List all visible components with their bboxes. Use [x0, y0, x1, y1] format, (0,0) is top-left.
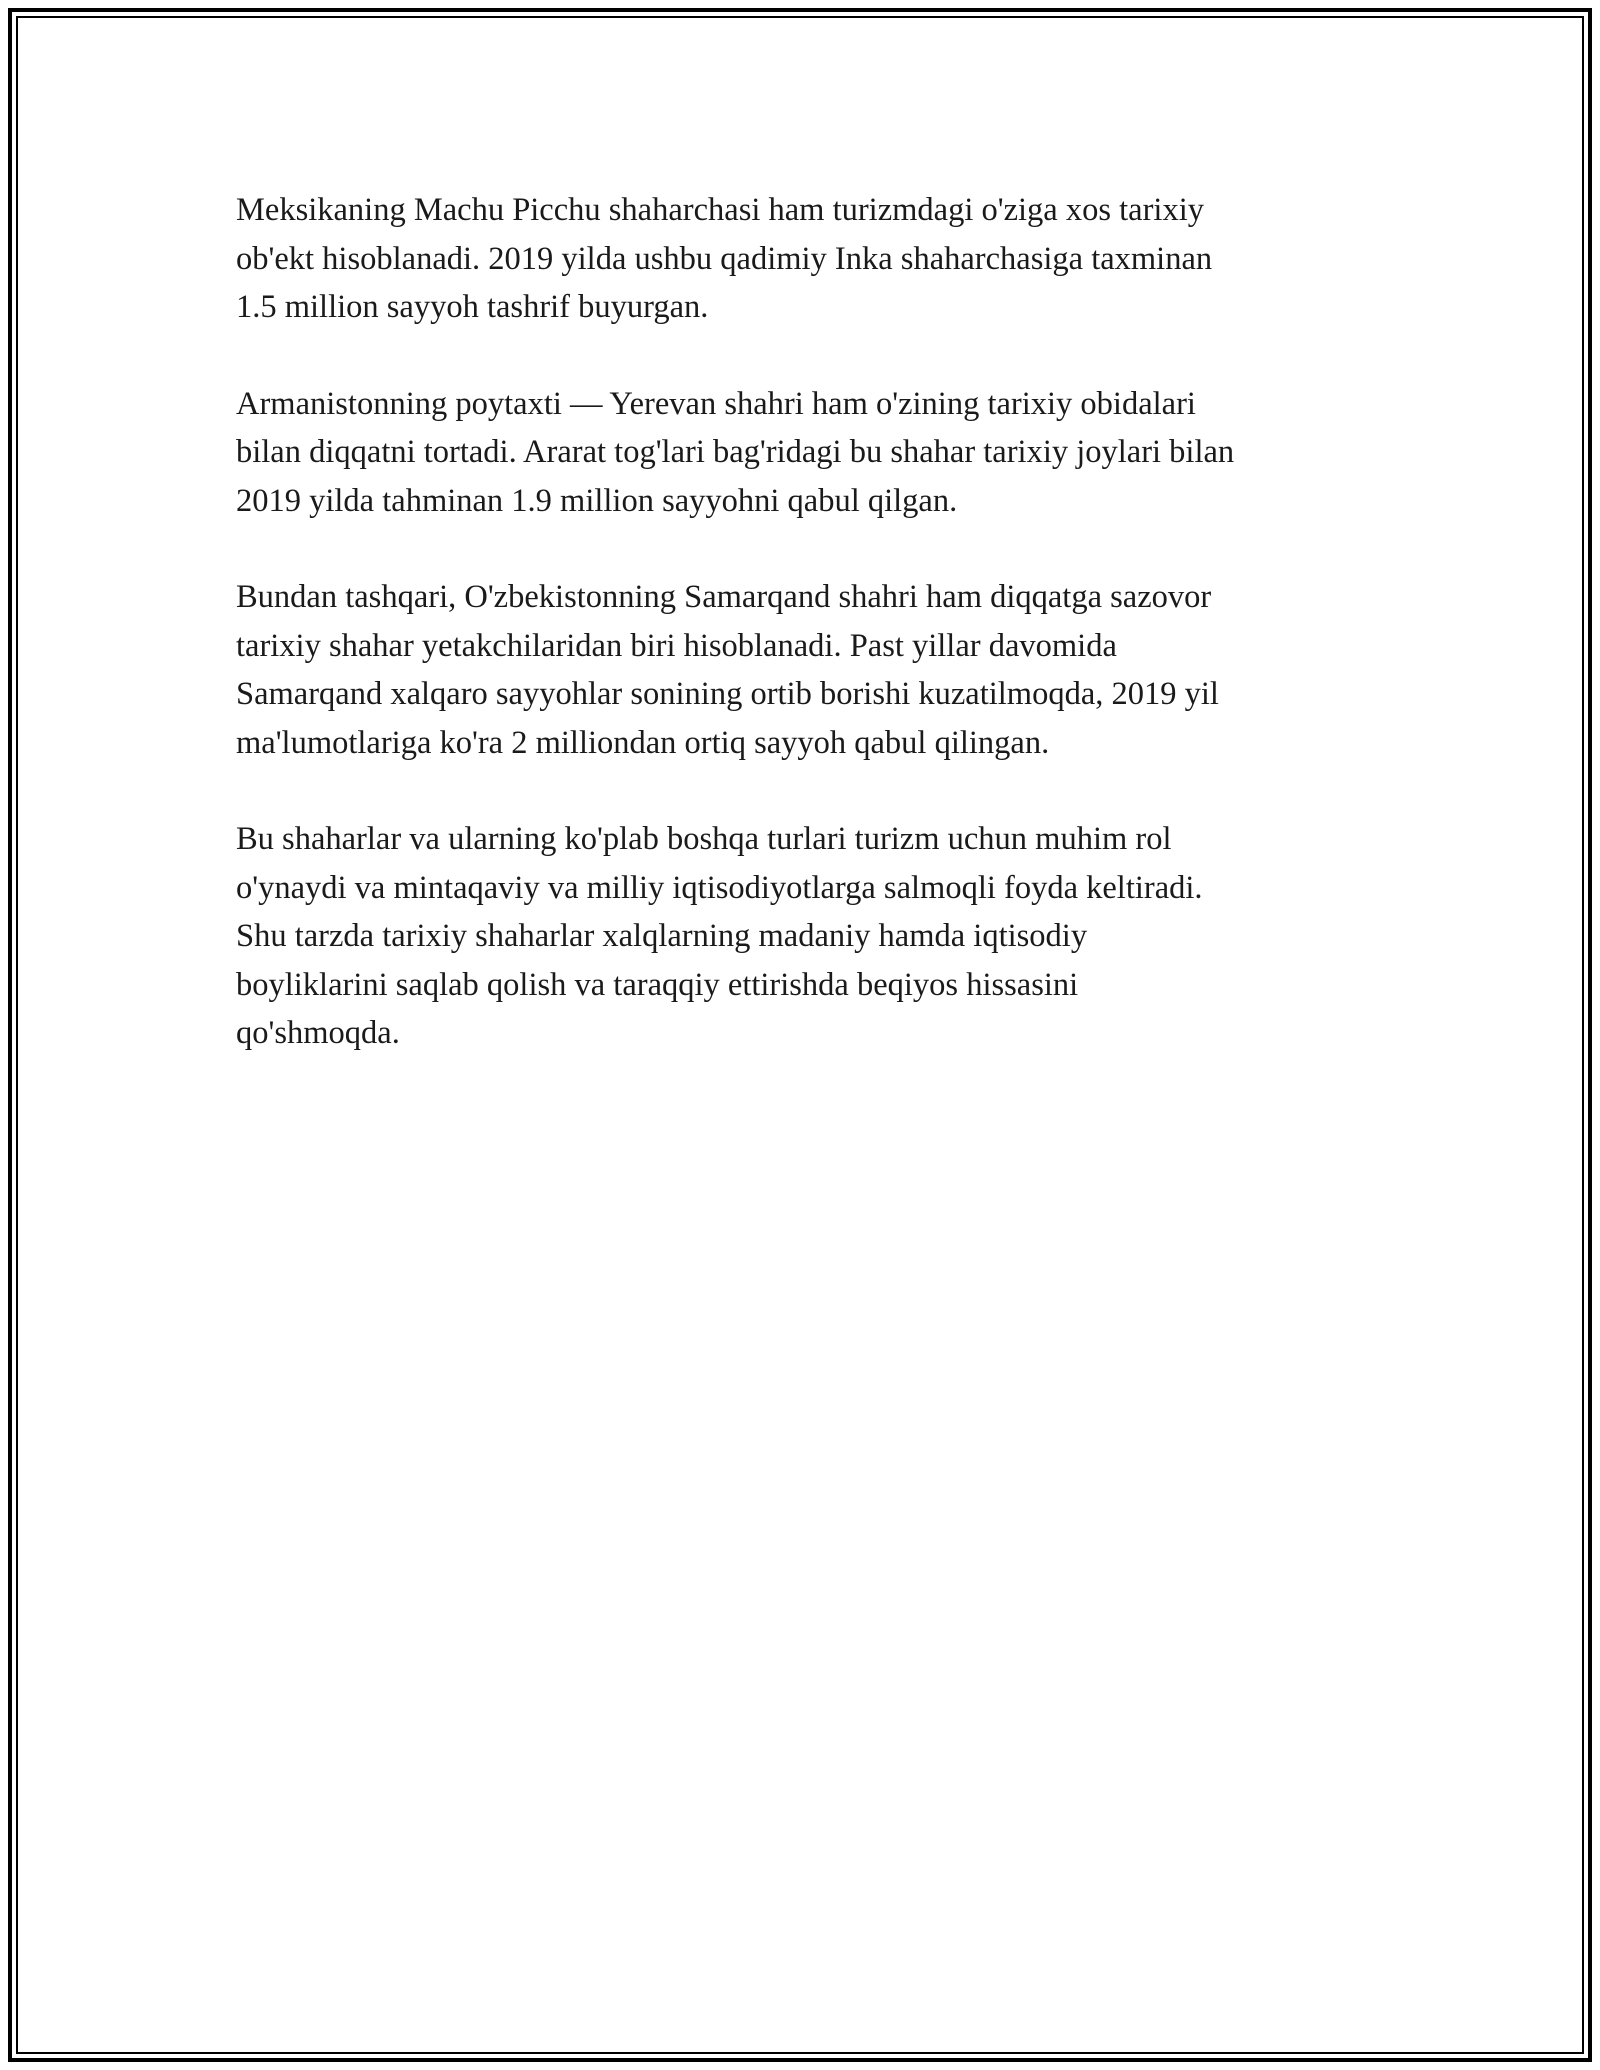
text-line: Meksikaning Machu Picchu shaharchasi ham turizmdagi o'ziga xos tarixiy — [236, 192, 1204, 228]
paragraph-machu-picchu — [236, 186, 1376, 332]
text-line: Armanistonning poytaxti — Yerevan shahri ham o'zining tarixiy obidalari — [236, 385, 1196, 422]
text-line: Bundan tashqari, O'zbekistonning Samarqand shahri ham diqqatga sazovor — [236, 579, 1212, 615]
document-body — [236, 186, 1376, 1106]
text-line: Bu shaharlar va ularning ko'plab boshqa turlari turizm uchun muhim rol — [236, 821, 1172, 857]
text-line: ob'ekt hisoblanadi. 2019 yilda ushbu qadimiy Inka shaharchasiga taxminan — [236, 240, 1213, 277]
text-line: tarixiy shahar yetakchilaridan biri hisoblanadi. Past yillar davomida — [236, 627, 1117, 664]
text-line: 1.5 million sayyoh tashrif buyurgan. — [236, 289, 709, 325]
paragraph-samarqand — [236, 573, 1376, 767]
paragraph-yerevan — [236, 380, 1376, 526]
text-line: 2019 yilda tahminan 1.9 million sayyohni qabul qilgan. — [236, 482, 958, 519]
text-line: boyliklarini saqlab qolish va taraqqiy ettirishda beqiyos hissasini — [236, 966, 1079, 1003]
text-line: qo'shmoqda. — [236, 1015, 400, 1051]
paragraph-conclusion — [236, 815, 1376, 1058]
text-line: Samarqand xalqaro sayyohlar sonining ortib borishi kuzatilmoqda, 2019 yil — [236, 676, 1219, 712]
text-line: o'ynaydi va mintaqaviy va milliy iqtisodiyotlarga salmoqli foyda keltiradi. — [236, 869, 1203, 906]
text-line: bilan diqqatni tortadi. Ararat tog'lari bag'ridagi bu shahar tarixiy joylari bilan — [236, 434, 1235, 470]
text-line: ma'lumotlariga ko'ra 2 milliondan ortiq sayyoh qabul qilingan. — [236, 724, 1050, 761]
text-line: Shu tarzda tarixiy shaharlar xalqlarning madaniy hamda iqtisodiy — [236, 918, 1088, 954]
